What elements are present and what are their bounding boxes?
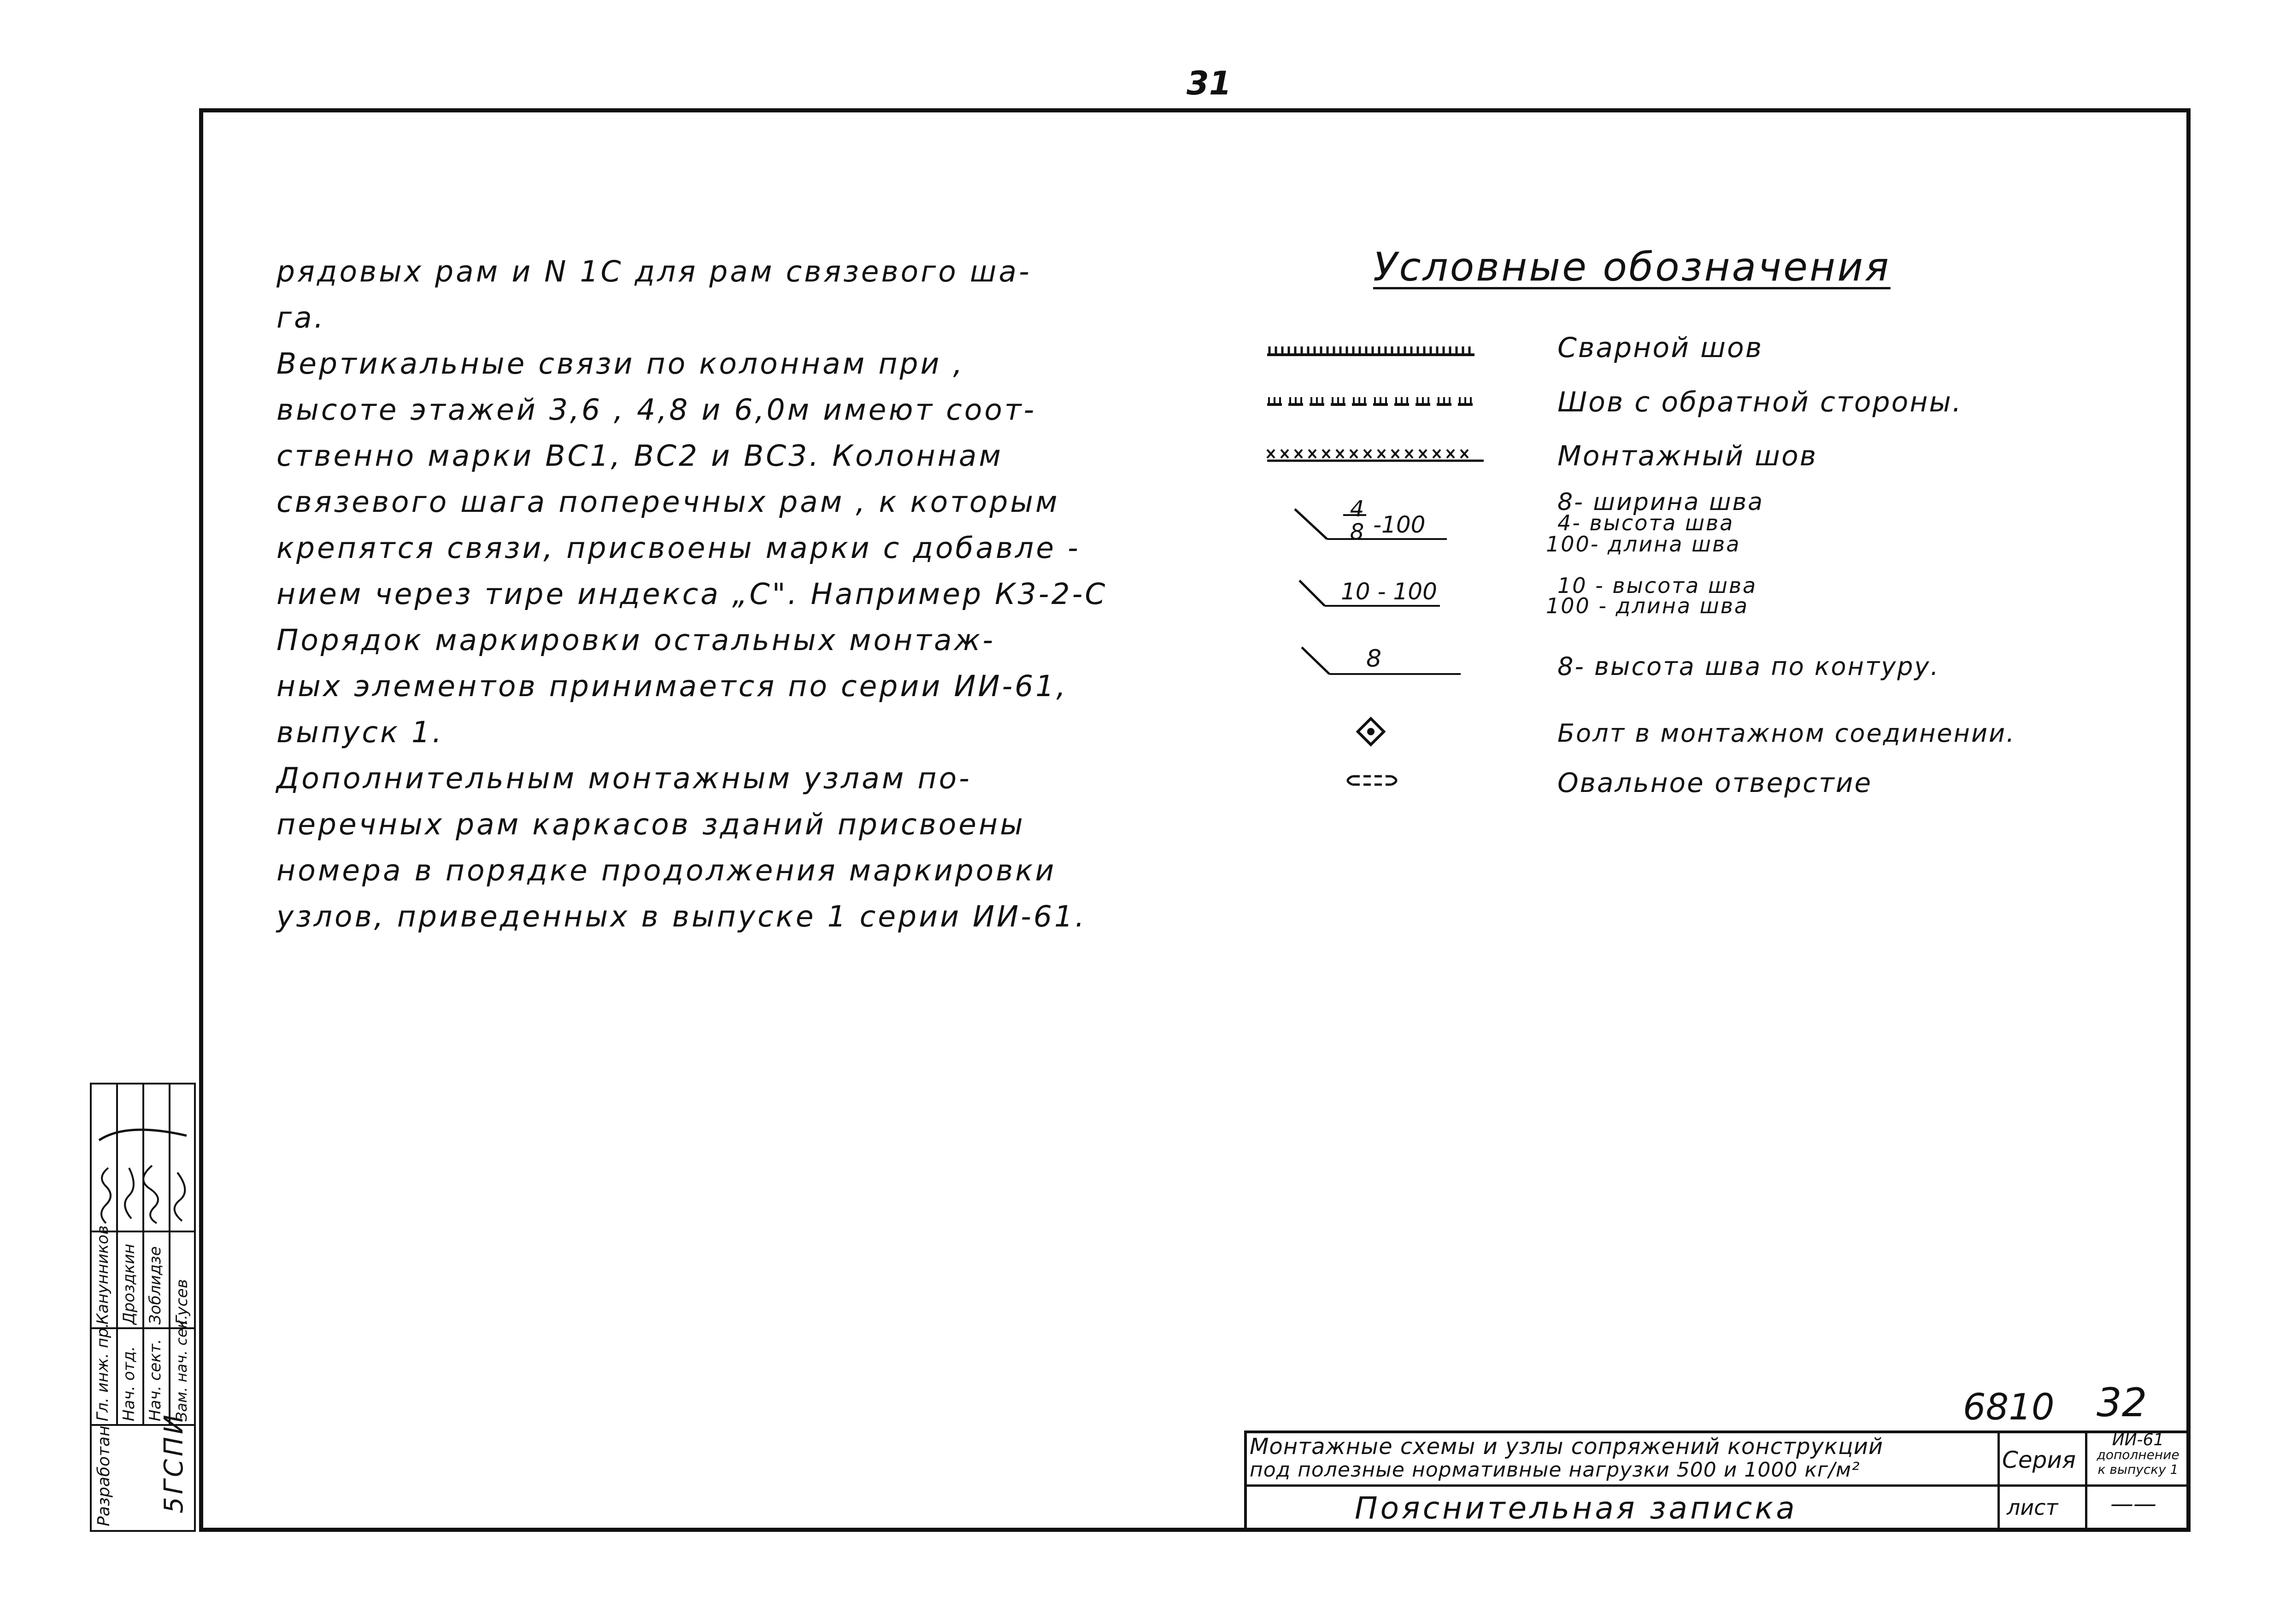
paragraph-line: высоте этажей 3,6 , 4,8 и 6,0м имеют соот-	[276, 393, 1037, 427]
approval-name: Гусев	[173, 1279, 191, 1325]
legend-item-assembly-seam: Монтажный шов	[1557, 440, 1818, 472]
title-block-divider	[2085, 1431, 2087, 1532]
legend-item-weld-width: 8- ширина шва	[1557, 488, 1764, 516]
legend-symbols	[1244, 322, 1502, 811]
sheet-value: ——	[2110, 1490, 2156, 1517]
legend-item-weld-length-2: 100 - длина шва	[1546, 593, 1749, 618]
assembly-seam-symbol	[1267, 450, 1484, 461]
paragraph-line: перечных рам каркасов зданий присвоены	[276, 808, 1025, 841]
weld-seam-symbol	[1267, 346, 1474, 355]
approval-name: Зоблидзе	[146, 1246, 164, 1325]
project-title-line1: Монтажные схемы и узлы сопряжений конструкций	[1250, 1434, 1884, 1460]
series-value-line: ИИ-61	[2112, 1431, 2164, 1449]
developed-label: Разработан	[94, 1425, 113, 1526]
legend-title: Условные обозначения	[1373, 244, 1891, 290]
reverse-seam-symbol	[1267, 397, 1473, 405]
paragraph-line: крепятся связи, присвоены марки с добавле -	[276, 531, 1081, 565]
series-value	[2090, 1433, 2186, 1477]
page-number-top: 31	[1187, 64, 1232, 102]
paragraph-line: нием через тире индекса „С". Например К3-2-С	[276, 577, 1108, 611]
approval-role: Нач. отд.	[120, 1346, 138, 1421]
legend-item-weld-height-2: 10 - высота шва	[1557, 573, 1757, 598]
signatures	[90, 1083, 196, 1232]
sheet-label: лист	[2007, 1495, 2058, 1520]
legend-item-weld-seam: Сварной шов	[1557, 332, 1763, 364]
paragraph-line: Вертикальные связи по колоннам при ,	[276, 347, 965, 381]
sheet-title: Пояснительная записка	[1355, 1490, 1798, 1526]
approval-role: Зам. нач. сек.	[173, 1314, 190, 1421]
legend-item-oval-hole: Овальное отверстие	[1557, 767, 1873, 798]
approval-name: Дроздкин	[120, 1243, 138, 1325]
sheet-number: 32	[2097, 1380, 2147, 1426]
callout-label-8: 8	[1366, 645, 1382, 673]
callout-fraction-tail: -100	[1373, 511, 1426, 538]
org-name: 5ГСПИ	[159, 1412, 189, 1513]
paragraph-line: номера в порядке продолжения маркировки	[276, 854, 1057, 887]
callout-label-10-100: 10 - 100	[1341, 578, 1437, 605]
callout-fraction-label	[1343, 498, 1371, 544]
paragraph-line: ных элементов принимается по серии ИИ-61,	[276, 669, 1068, 703]
callout-fraction-bottom: 8	[1350, 519, 1364, 545]
legend-item-contour-weld: 8- высота шва по контуру.	[1557, 652, 1940, 681]
approval-role: Гл. инж. пр.	[94, 1323, 112, 1421]
paragraph-line: узлов, приведенных в выпуске 1 серии ИИ-61.	[276, 900, 1087, 933]
doc-number: 6810	[1963, 1387, 2055, 1428]
legend-item-weld-length: 100- длина шва	[1546, 532, 1741, 557]
paragraph-line: га.	[276, 301, 326, 334]
title-block-divider	[1244, 1484, 2191, 1487]
approvals-stamp	[90, 1083, 196, 1532]
paragraph-line: выпуск 1.	[276, 715, 444, 749]
paragraph-line: ственно марки ВС1, ВС2 и ВС3. Колоннам	[276, 439, 1003, 473]
series-value-line: дополнение	[2097, 1447, 2179, 1462]
approval-name: Канунников	[94, 1225, 112, 1325]
oval-hole-icon	[1348, 776, 1396, 785]
series-value-line: к выпуску 1	[2097, 1462, 2179, 1477]
legend-item-reverse-seam: Шов с обратной стороны.	[1557, 386, 1962, 418]
title-block-divider	[1997, 1431, 2000, 1532]
legend-item-weld-height: 4- высота шва	[1557, 510, 1734, 535]
series-label: Серия	[2002, 1447, 2076, 1473]
project-title-line2: под полезные нормативные нагрузки 500 и 1000 кг/м²	[1250, 1458, 1860, 1482]
paragraph-line: Дополнительным монтажным узлам по-	[276, 762, 972, 795]
paragraph-line: Порядок маркировки остальных монтаж-	[276, 623, 995, 657]
bolt-icon	[1358, 719, 1384, 745]
legend-item-bolt: Болт в монтажном соединении.	[1557, 719, 2016, 748]
callout-fraction-top: 4	[1350, 496, 1364, 522]
approval-role: Нач. сект.	[146, 1339, 164, 1421]
paragraph-line: связевого шага поперечных рам , к которым	[276, 485, 1060, 519]
paragraph-line: рядовых рам и N 1С для рам связевого ша-	[276, 255, 1032, 288]
explanatory-paragraph	[276, 249, 1189, 940]
